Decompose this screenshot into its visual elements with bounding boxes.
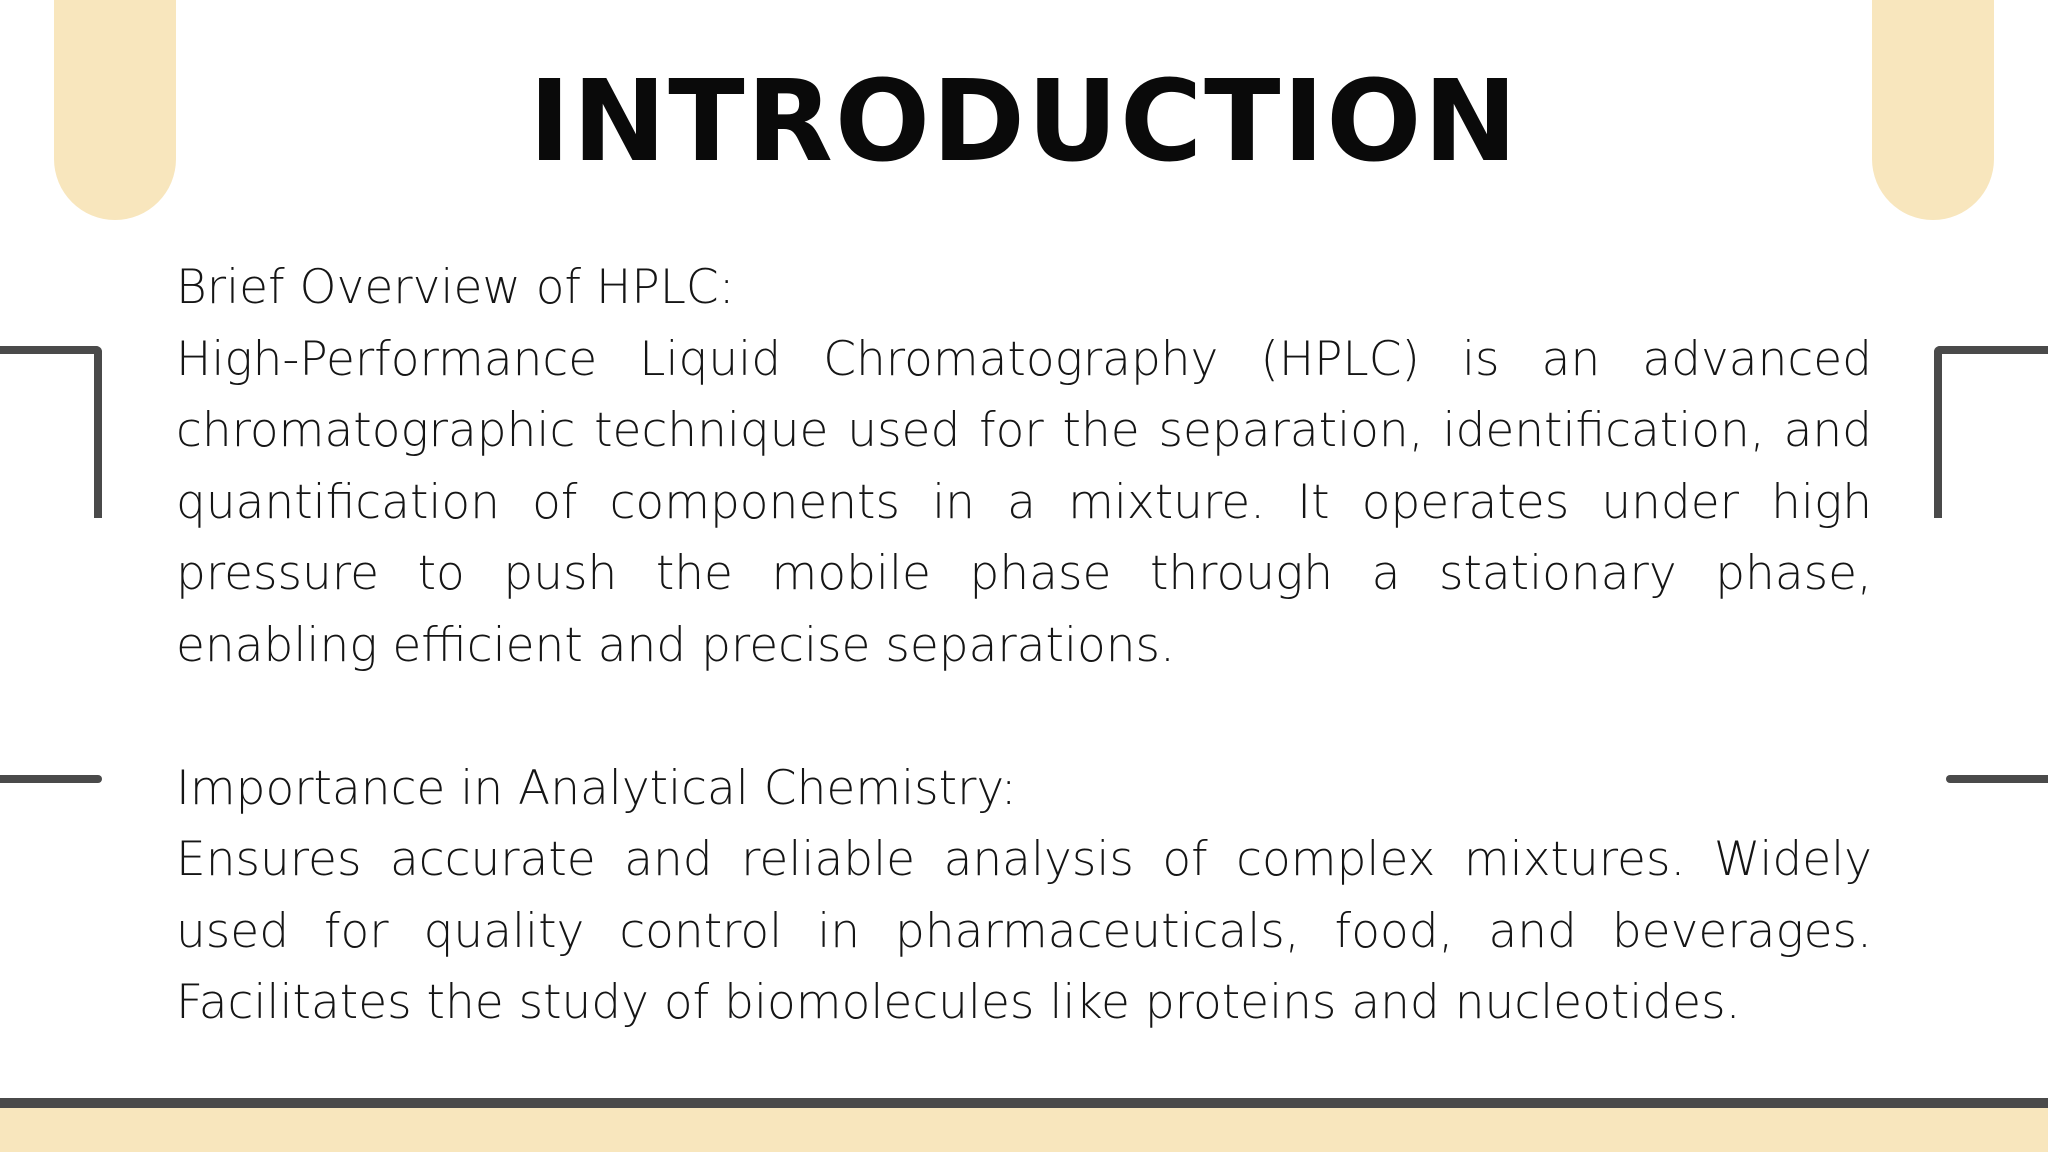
slide-content	[176, 252, 1872, 1039]
section-body-overview: High-Performance Liquid Chromatography (HPLC) is an advanced chromatographic technique used for the separation, identification, and quantification of components in a mixture. It operates under high pressure to push the mobile phase through a stationary phase, enabling efficient and precise separations.	[176, 331, 1872, 673]
decorative-bracket-right	[1934, 346, 2048, 518]
section-heading-importance: Importance in Analytical Chemistry:	[176, 760, 1017, 816]
slide-title: INTRODUCTION	[528, 57, 1520, 187]
bottom-accent-band	[0, 1108, 2048, 1152]
bottom-divider	[0, 1098, 2048, 1108]
section-body-importance: Ensures accurate and reliable analysis of complex mixtures. Widely used for quality control in pharmaceuticals, food, and beverages. Facilitates the study of biomolecules like proteins and nucleotides.	[176, 832, 1872, 1030]
section-heading-overview: Brief Overview of HPLC:	[176, 260, 735, 315]
paragraph-spacer	[176, 681, 1872, 753]
decorative-dash-left	[0, 775, 102, 783]
decorative-bracket-left	[0, 346, 102, 518]
decorative-dash-right	[1946, 775, 2048, 783]
